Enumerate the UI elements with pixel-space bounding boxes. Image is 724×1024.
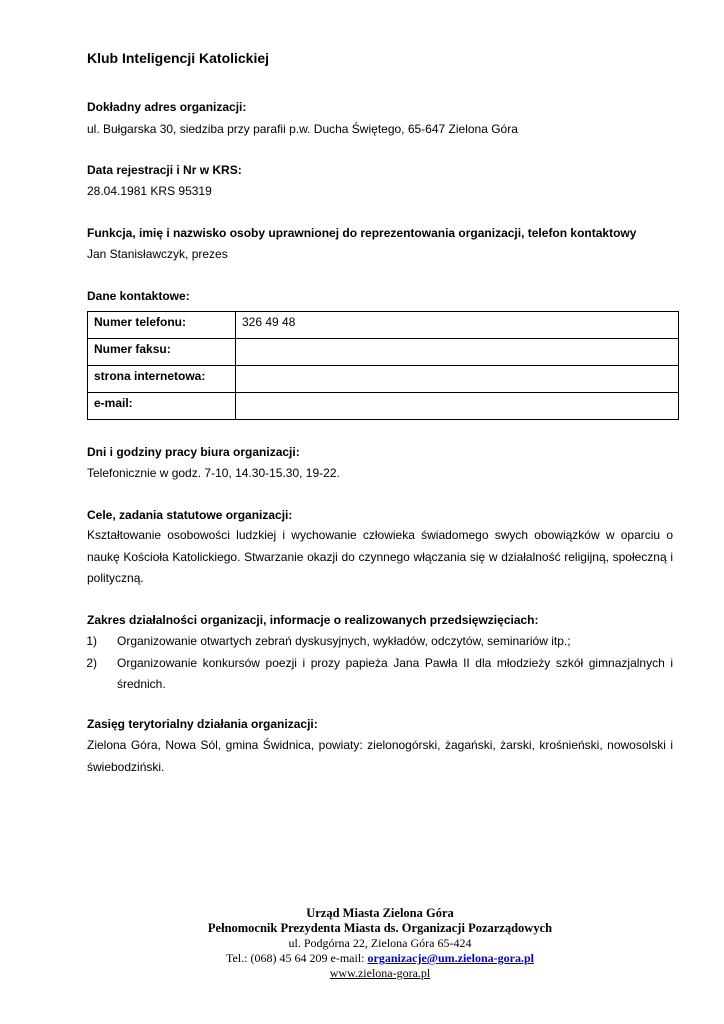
footer-plenipotentiary: Pełnomocnik Prezydenta Miasta ds. Organizacji Pozarządowych: [207, 921, 553, 935]
fax-value: [236, 339, 679, 366]
phone-value: 326 49 48: [236, 312, 679, 339]
email-value: [236, 393, 679, 420]
contacts-label: Dane kontaktowe:: [87, 289, 190, 303]
contacts-table: [87, 311, 679, 420]
document-title: Klub Inteligencji Katolickiej: [87, 50, 270, 66]
footer-email-link[interactable]: organizacje@um.zielona-gora.pl: [367, 951, 534, 965]
list-item: [87, 653, 673, 696]
address-label: Dokładny adres organizacji:: [87, 100, 247, 114]
website-value: [236, 366, 679, 393]
table-row: [88, 339, 679, 366]
representative-label: Funkcja, imię i nazwisko osoby uprawnionej do reprezentowania organizacji, telefon kontaktowy: [87, 226, 637, 240]
activities-list: [87, 631, 673, 696]
list-number: 1): [86, 634, 97, 648]
footer-office: Urząd Miasta Zielona Góra: [306, 906, 454, 920]
activities-label: Zakres działalności organizacji, informacje o realizowanych przedsięwzięciach:: [87, 613, 539, 627]
address-value: ul. Bułgarska 30, siedziba przy parafii p.w. Ducha Świętego, 65-647 Zielona Góra: [87, 122, 518, 136]
goals-value: Kształtowanie osobowości ludzkiej i wychowanie człowieka świadomego swych obowiązków w oparciu o naukę Kościoła Katolickiego. Stwarzanie okazji do czynnego włączania się w działalność religijną, społeczną i polityczną.: [87, 528, 673, 585]
table-row: [88, 312, 679, 339]
range-value: Zielona Góra, Nowa Sól, gmina Świdnica, powiaty: zielonogórski, żagański, żarski, krośnieński, nowosolski i świebodziński.: [87, 738, 673, 774]
footer-phone: Tel.: (068) 45 64 209 e-mail:: [226, 951, 368, 965]
table-row: [88, 366, 679, 393]
email-key: e-mail:: [88, 393, 236, 420]
footer-website-link[interactable]: www.zielona-gora.pl: [329, 966, 431, 980]
footer-address: ul. Podgórna 22, Zielona Góra 65-424: [288, 936, 472, 950]
list-number: 2): [86, 655, 97, 670]
fax-key: Numer faksu:: [88, 339, 236, 366]
list-text: Organizowanie otwartych zebrań dyskusyjnych, wykładów, odczytów, seminariów itp.;: [117, 634, 571, 648]
website-key: strona internetowa:: [88, 366, 236, 393]
footer-contact: [0, 951, 724, 966]
hours-label: Dni i godziny pracy biura organizacji:: [87, 445, 300, 459]
list-text: Organizowanie konkursów poezji i prozy papieża Jana Pawła II dla młodzieży szkół gimnazjalnych i średnich.: [117, 655, 673, 691]
registration-value: 28.04.1981 KRS 95319: [87, 184, 212, 198]
phone-key: Numer telefonu:: [88, 312, 236, 339]
hours-value: Telefonicznie w godz. 7-10, 14.30-15.30, 19-22.: [87, 466, 340, 480]
range-label: Zasięg terytorialny działania organizacji:: [87, 717, 318, 731]
goals-label: Cele, zadania statutowe organizacji:: [87, 508, 293, 522]
list-item: [87, 631, 673, 653]
representative-value: Jan Stanisławczyk, prezes: [87, 247, 228, 261]
registration-label: Data rejestracji i Nr w KRS:: [87, 163, 242, 177]
footer: [0, 906, 724, 981]
table-row: [88, 393, 679, 420]
